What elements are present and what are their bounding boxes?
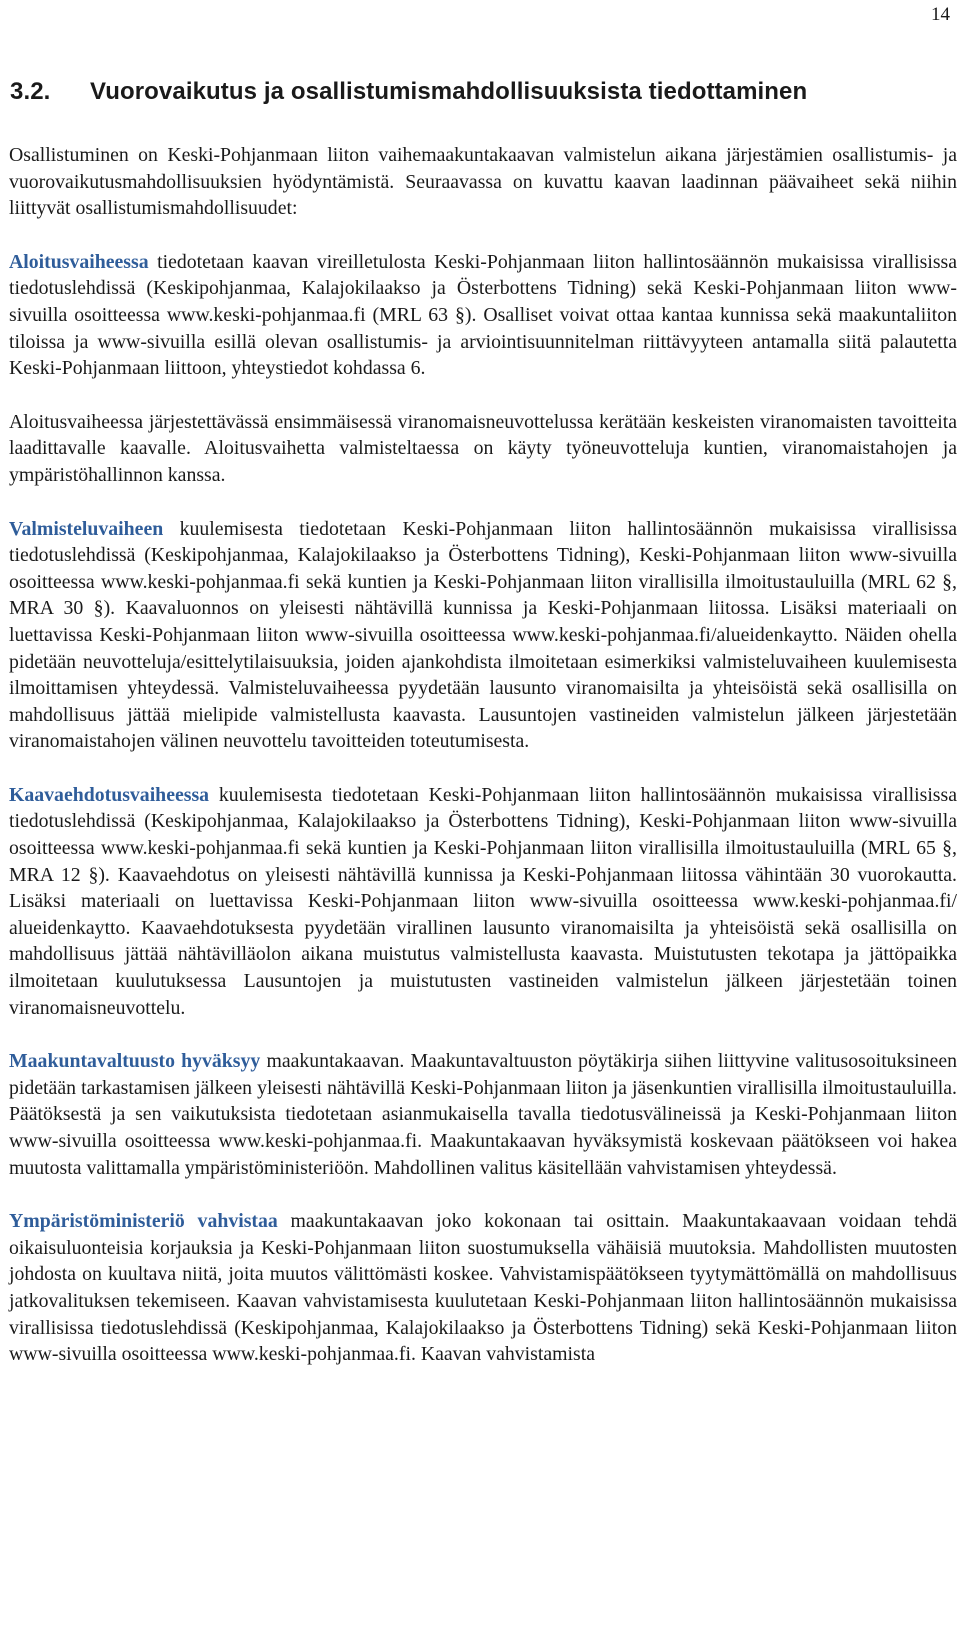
paragraph-kaavaehdotusvaihe	[9, 782, 957, 1021]
page-number: 14	[931, 4, 950, 25]
paragraph-lead: Kaavaehdotusvaiheessa	[9, 783, 210, 806]
paragraph-valmisteluvaihe	[9, 516, 957, 755]
paragraph-text: kuulemisesta tiedotetaan Keski-Pohjanmaan liiton hallintosäännön mukaisissa virallisissa tiedotuslehdissä (Keskipohjanmaa, Kalajokilaakso ja Österbottens Tidning), Keski-Pohjanmaan liiton www-sivuilla osoitteessa www.keski-pohjanmaa.fi sekä kuntien ja Keski-Pohjanmaan liiton virallisilla ilmoitustauluilla (MRL 65 §, MRA 12 §). Kaavaehdotus on yleisesti nähtävillä kunnissa ja Keski-Pohjanmaan liitossa vähintään 30 vuorokautta. Lisäksi materiaali on luettavissa Keski-Pohjanmaan liiton www-sivuilla osoitteessa www.keski-pohjanmaa.fi/ alueidenkaytto. Kaavaehdotuksesta pyydetään virallinen lausunto viranomaisilta ja yhteisöistä sekä osallisilla on mahdollisuus jättää nähtävilläolon aikana muistutus valmistellusta kaavasta. Muistutusten tekotapa ja jättöpaikka ilmoitetaan kuulutuksessa Lausuntojen ja muistutusten vastineiden valmistelun jälkeen järjestetään toinen viranomaisneuvottelu.	[9, 783, 957, 1019]
paragraph-viranomaisneuvottelu	[9, 409, 957, 489]
paragraph-text: Aloitusvaiheessa järjestettävässä ensimmäisessä viranomaisneuvottelussa kerätään keskeisten viranomaisten tavoitteita laadittavalle kaavalle. Aloitusvaihetta valmisteltaessa on käyty työneuvotteluja kuntien, viranomaistahojen ja ympäristöhallinnon kanssa.	[9, 410, 957, 486]
paragraph-text: maakuntakaavan joko kokonaan tai osittain. Maakuntakaavaan voidaan tehdä oikaisuluonteisia korjauksia ja Keski-Pohjanmaan liiton suostumuksella vähäisiä muutoksia. Mahdollisten muutosten johdosta on kuultava niitä, joita muutos välittömästi koskee. Vahvistamispäätökseen tyytymättömällä on mahdollisuus jatkovalituksen tekemiseen. Kaavan vahvistamisesta kuulutetaan Keski-Pohjanmaan liiton hallintosäännön mukaisissa virallisissa tiedotuslehdissä (Keskipohjanmaa, Kalajokilaakso ja Österbottens Tidning) sekä Keski-Pohjanmaan liiton www-sivuilla osoitteessa www.keski-pohjanmaa.fi. Kaavan vahvistamista	[9, 1210, 957, 1366]
paragraph-maakuntavaltuusto	[9, 1048, 957, 1181]
section-number: 3.2.	[10, 78, 51, 105]
paragraph-ymparistoministerio	[9, 1208, 957, 1368]
paragraph-text: maakuntakaavan. Maakuntavaltuuston pöytäkirja siihen liittyvine valitusosoituksineen pidetään tarkastamisen jälkeen yleisesti nähtävillä Keski-Pohjanmaan liiton ja jäsenkuntien virallisilla ilmoitustauluilla. Päätöksestä ja sen vaikutuksista tiedotetaan asianmukaisella tavalla tiedotusvälineissä ja Keski-Pohjanmaan liiton www-sivuilla osoitteessa www.keski-pohjanmaa.fi. Maakuntakaavan hyväksymistä koskevaan päätökseen voi hakea muutosta valittamalla ympäristöministeriöön. Mahdollinen valitus käsitellään vahvistamisen yhteydessä.	[9, 1050, 958, 1179]
paragraph-lead: Maakuntavaltuusto hyväksyy	[9, 1050, 261, 1073]
section-title: Vuorovaikutus ja osallistumismahdollisuuksista tiedottaminen	[90, 78, 808, 105]
section-heading	[10, 78, 950, 106]
paragraph-lead: Aloitusvaiheessa	[9, 250, 149, 273]
paragraph-lead: Ympäristöministeriö vahvistaa	[9, 1210, 278, 1233]
paragraph-lead: Valmisteluvaiheen	[9, 517, 164, 540]
paragraph-text: tiedotetaan kaavan vireilletulosta Keski-Pohjanmaan liiton hallintosäännön mukaisissa virallisissa tiedotuslehdissä (Keskipohjanmaa, Kalajokilaakso ja Österbottens Tidning) sekä Keski-Pohjanmaan liiton www-sivuilla osoitteessa www.keski-pohjanmaa.fi (MRL 63 §). Osalliset voivat ottaa kantaa kunnissa sekä maakuntaliiton tiloissa ja www-sivuilla esillä olevan osallistumis- ja arviointisuunnitelman riittävyyteen antamalla siitä palautetta Keski-Pohjanmaan liittoon, yhteystiedot kohdassa 6.	[9, 250, 957, 380]
paragraph-text: kuulemisesta tiedotetaan Keski-Pohjanmaan liiton hallintosäännön mukaisissa virallisissa tiedotuslehdissä (Keskipohjanmaa, Kalajokilaakso ja Österbottens Tidning), Keski-Pohjanmaan liiton www-sivuilla osoitteessa www.keski-pohjanmaa.fi sekä kuntien ja Keski-Pohjanmaan liiton virallisilla ilmoitustauluilla (MRL 62 §, MRA 30 §). Kaavaluonnos on yleisesti nähtävillä kunnissa ja Keski-Pohjanmaan liitossa. Lisäksi materiaali on luettavissa Keski-Pohjanmaan liiton www-sivuilla osoitteessa www.keski-pohjanmaa.fi/alueidenkaytto. Näiden ohella pidetään neuvotteluja/esittelytilaisuuksia, joiden ajankohdista ilmoitetaan esimerkiksi valmisteluvaiheen kuulemisesta ilmoittamisen yhteydessä. Valmisteluvaiheessa pyydetään lausunto viranomaisilta ja yhteisöistä sekä osallisilla on mahdollisuus jättää mielipide valmistellusta kaavasta. Lausuntojen vastineiden valmistelun jälkeen järjestetään viranomaistahojen välinen neuvottelu tavoitteiden toteutumisesta.	[9, 517, 957, 753]
paragraph-aloitusvaihe	[9, 249, 957, 382]
body-text	[9, 142, 957, 1395]
paragraph-intro	[9, 142, 957, 222]
paragraph-text: Osallistuminen on Keski-Pohjanmaan liiton vaihemaakuntakaavan valmistelun aikana järjestämien osallistumis- ja vuorovaikutusmahdollisuuksien hyödyntämistä. Seuraavassa on kuvattu kaavan laadinnan päävaiheet sekä niihin liittyvät osallistumismahdollisuudet:	[9, 144, 957, 220]
